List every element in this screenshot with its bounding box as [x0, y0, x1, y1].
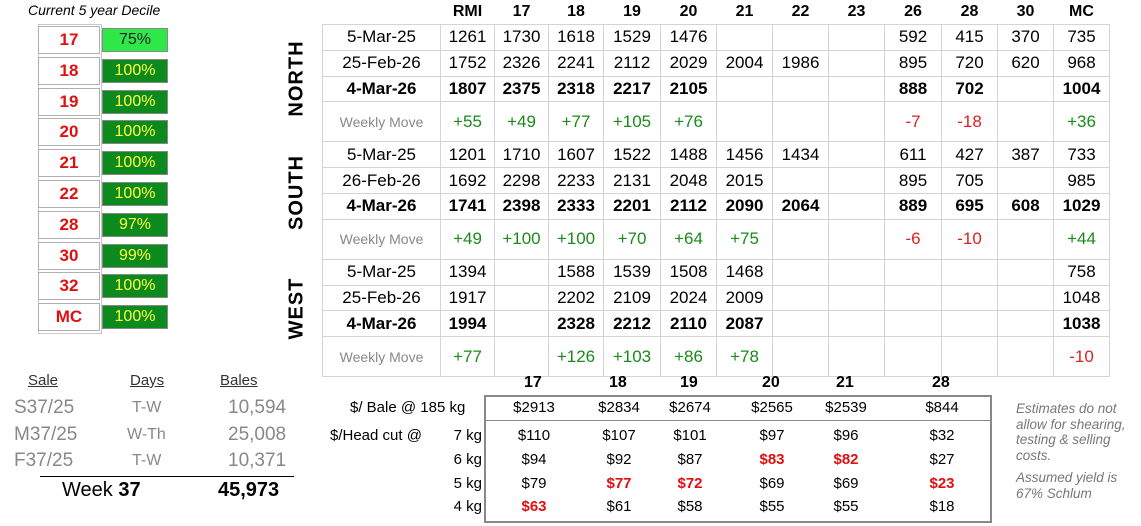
bale-column-header: 19: [680, 374, 698, 391]
row-date: 5-Mar-25: [323, 259, 441, 285]
table-cell: 968: [1054, 50, 1110, 76]
decile-value: 100%: [102, 151, 168, 175]
header-blank: [323, 0, 441, 25]
table-cell: [998, 76, 1054, 102]
sale-name: S37/25: [14, 397, 75, 418]
week-total-bales: 45,973: [218, 479, 280, 501]
table-cell: +100: [495, 219, 549, 259]
table-cell: 1710: [495, 142, 549, 168]
per-bale-label: $/ Bale @ 185 kg: [350, 399, 466, 416]
table-cell: 2202: [549, 285, 604, 311]
sales-header-days: Days: [130, 372, 165, 389]
table-cell: 370: [998, 25, 1054, 51]
table-row: [323, 168, 1110, 194]
decile-label: 22: [38, 180, 100, 208]
table-cell: 2087: [717, 311, 773, 337]
table-row: [323, 50, 1110, 76]
table-cell: +105: [604, 102, 661, 142]
head-cut-value: $96: [833, 427, 859, 444]
decile-value: 100%: [102, 274, 168, 298]
table-cell: 2112: [661, 193, 717, 219]
decile-value: 100%: [102, 59, 168, 83]
per-bale-value: $2539: [825, 399, 867, 416]
week-number: 37: [118, 479, 141, 501]
table-cell: 758: [1054, 259, 1110, 285]
table-cell: [773, 259, 829, 285]
table-cell: [773, 219, 829, 259]
table-cell: 2105: [661, 76, 717, 102]
table-cell: 2048: [661, 168, 717, 194]
table-cell: [998, 337, 1054, 377]
bale-column-header: 20: [762, 374, 780, 391]
table-cell: [998, 311, 1054, 337]
column-header: 20: [679, 3, 698, 20]
table-row: [323, 142, 1110, 168]
row-date: 4-Mar-26: [323, 193, 441, 219]
table-cell: [998, 102, 1054, 142]
head-cut-value: $107: [602, 427, 636, 444]
table-cell: [717, 102, 773, 142]
table-cell: [829, 337, 885, 377]
table-cell: 2333: [549, 193, 604, 219]
head-cut-value: $92: [606, 450, 632, 468]
table-cell: +44: [1054, 219, 1110, 259]
table-cell: 387: [998, 142, 1054, 168]
table-cell: +70: [604, 219, 661, 259]
table-cell: 1607: [549, 142, 604, 168]
table-cell: 1476: [661, 25, 717, 51]
decile-label: 19: [38, 88, 100, 116]
table-cell: [495, 259, 549, 285]
table-cell: -10: [942, 219, 998, 259]
sale-name: F37/25: [14, 450, 74, 471]
table-cell: 1522: [604, 142, 661, 168]
table-cell: 2064: [773, 193, 829, 219]
table-cell: 1986: [773, 50, 829, 76]
sale-name: M37/25: [14, 423, 78, 445]
table-cell: 895: [885, 168, 942, 194]
row-date: 4-Mar-26: [323, 311, 441, 337]
table-cell: 1807: [441, 76, 495, 102]
per-bale-value: $2834: [598, 399, 640, 416]
table-cell: [829, 102, 885, 142]
per-bale-value: $2674: [669, 399, 711, 416]
table-cell: [773, 25, 829, 51]
column-header: 21: [735, 3, 754, 20]
table-cell: 1261: [441, 25, 495, 51]
column-header: RMI: [452, 3, 483, 20]
table-cell: +75: [717, 219, 773, 259]
head-cut-value: $58: [677, 498, 703, 516]
head-cut-value: $27: [929, 450, 955, 468]
bale-column-header: 28: [932, 374, 950, 391]
decile-value: 97%: [102, 213, 168, 237]
table-cell: 1201: [441, 142, 495, 168]
table-cell: 1004: [1054, 76, 1110, 102]
table-cell: 1508: [661, 259, 717, 285]
decile-value: 100%: [102, 90, 168, 114]
table-cell: 1752: [441, 50, 495, 76]
table-cell: 888: [885, 76, 942, 102]
head-cut-value: $87: [677, 450, 703, 468]
head-cut-kg: 7 kg: [453, 427, 482, 444]
table-cell: [495, 337, 549, 377]
region-label-south: SOUTH: [285, 155, 308, 230]
weekly-move-label: Weekly Move: [323, 102, 441, 142]
table-cell: +49: [495, 102, 549, 142]
table-cell: 1588: [549, 259, 604, 285]
head-cut-value: $55: [759, 498, 785, 516]
head-cut-value: $61: [606, 498, 632, 516]
bale-value-separator: [486, 420, 990, 421]
table-cell: +103: [604, 337, 661, 377]
table-cell: 2318: [549, 76, 604, 102]
table-cell: [998, 168, 1054, 194]
table-cell: 2109: [604, 285, 661, 311]
table-cell: 2375: [495, 76, 549, 102]
table-cell: 1529: [604, 25, 661, 51]
table-cell: 720: [942, 50, 998, 76]
table-cell: -10: [1054, 337, 1110, 377]
sale-bales: 10,371: [228, 450, 287, 471]
head-cut-value: $101: [673, 427, 707, 444]
table-cell: 733: [1054, 142, 1110, 168]
table-cell: [829, 219, 885, 259]
head-cut-kg: 4 kg: [453, 498, 482, 516]
sale-bales: 10,594: [228, 397, 287, 418]
head-cut-value: $72: [677, 474, 703, 492]
table-cell: 735: [1054, 25, 1110, 51]
column-header: 28: [960, 3, 979, 20]
table-cell: [942, 259, 998, 285]
table-cell: [942, 311, 998, 337]
table-cell: 1048: [1054, 285, 1110, 311]
decile-label: 17: [38, 26, 100, 54]
decile-title: Current 5 year Decile: [28, 2, 161, 18]
head-cut-value: $55: [833, 498, 859, 516]
table-cell: 620: [998, 50, 1054, 76]
table-cell: [829, 311, 885, 337]
table-cell: [773, 102, 829, 142]
head-cut-value: $82: [833, 450, 859, 468]
table-cell: 1029: [1054, 193, 1110, 219]
table-cell: [829, 168, 885, 194]
table-cell: [998, 219, 1054, 259]
table-cell: [773, 311, 829, 337]
table-cell: +49: [441, 219, 495, 259]
column-header: 22: [791, 3, 810, 20]
table-cell: 2298: [495, 168, 549, 194]
table-cell: 2328: [549, 311, 604, 337]
table-cell: 702: [942, 76, 998, 102]
sale-days: T-W: [132, 399, 162, 416]
table-cell: [885, 311, 942, 337]
table-cell: [717, 76, 773, 102]
table-cell: 1994: [441, 311, 495, 337]
price-table: [322, 0, 1110, 377]
table-cell: [829, 50, 885, 76]
table-cell: 695: [942, 193, 998, 219]
row-date: 26-Feb-26: [323, 168, 441, 194]
table-cell: [829, 76, 885, 102]
table-cell: [773, 285, 829, 311]
table-cell: [829, 142, 885, 168]
table-cell: 592: [885, 25, 942, 51]
table-cell: +36: [1054, 102, 1110, 142]
table-row: [323, 259, 1110, 285]
table-cell: +86: [661, 337, 717, 377]
table-cell: 2326: [495, 50, 549, 76]
table-cell: 2004: [717, 50, 773, 76]
table-cell: -18: [942, 102, 998, 142]
per-bale-value: $2565: [751, 399, 793, 416]
column-header: 19: [623, 3, 641, 20]
table-cell: 427: [942, 142, 998, 168]
table-cell: +100: [549, 219, 604, 259]
table-cell: [829, 193, 885, 219]
table-cell: 1434: [773, 142, 829, 168]
decile-value: 99%: [102, 244, 168, 268]
decile-label: 32: [38, 272, 100, 300]
table-cell: 2212: [604, 311, 661, 337]
head-cut-value: $97: [759, 427, 785, 444]
table-cell: 1456: [717, 142, 773, 168]
head-cut-value: $83: [759, 450, 785, 468]
table-cell: 2112: [604, 50, 661, 76]
decile-label: MC: [38, 303, 100, 331]
table-cell: +64: [661, 219, 717, 259]
table-cell: 1917: [441, 285, 495, 311]
table-cell: 889: [885, 193, 942, 219]
row-date: 4-Mar-26: [323, 76, 441, 102]
table-cell: +76: [661, 102, 717, 142]
table-row: [323, 285, 1110, 311]
head-cut-value: $69: [833, 474, 859, 492]
bale-column-header: 17: [524, 374, 542, 391]
head-cut-value: $110: [517, 427, 551, 444]
table-cell: [495, 285, 549, 311]
decile-label: 18: [38, 57, 100, 85]
yield-note: Assumed yield is 67% Schlum: [1016, 470, 1118, 501]
column-header: 30: [1016, 3, 1035, 20]
table-cell: [885, 259, 942, 285]
decile-label: 21: [38, 149, 100, 177]
table-cell: [942, 337, 998, 377]
table-cell: [717, 25, 773, 51]
head-cut-kg: 5 kg: [453, 474, 482, 492]
region-label-west: WEST: [285, 277, 308, 340]
table-cell: 1539: [604, 259, 661, 285]
per-bale-value: $844: [925, 399, 959, 416]
table-cell: 2398: [495, 193, 549, 219]
decile-value: 100%: [102, 120, 168, 144]
table-cell: +77: [441, 337, 495, 377]
table-cell: 705: [942, 168, 998, 194]
table-cell: -6: [885, 219, 942, 259]
row-date: 25-Feb-26: [323, 50, 441, 76]
table-cell: [829, 25, 885, 51]
table-header-row: [323, 0, 1110, 25]
head-cut-value: $32: [929, 427, 955, 444]
head-cut-value: $23: [929, 474, 955, 492]
weekly-move-row: [323, 102, 1110, 142]
sale-days: T-W: [132, 452, 162, 469]
table-cell: [829, 259, 885, 285]
week-divider: [40, 476, 294, 477]
column-header: MC: [1069, 3, 1094, 20]
table-cell: +55: [441, 102, 495, 142]
table-cell: [829, 285, 885, 311]
weekly-move-row: [323, 337, 1110, 377]
sales-header-sale: Sale: [28, 372, 59, 389]
table-cell: [885, 285, 942, 311]
table-cell: 2217: [604, 76, 661, 102]
table-cell: 895: [885, 50, 942, 76]
head-cut-value: $69: [759, 474, 785, 492]
table-cell: 2015: [717, 168, 773, 194]
column-header: 18: [567, 3, 585, 20]
row-date: 25-Feb-26: [323, 285, 441, 311]
table-cell: 1488: [661, 142, 717, 168]
head-cut-value: $77: [606, 474, 632, 492]
week-total-label: [62, 479, 141, 502]
table-cell: 2090: [717, 193, 773, 219]
table-row: [323, 193, 1110, 219]
column-header: 23: [847, 3, 866, 20]
table-cell: 608: [998, 193, 1054, 219]
column-header: 26: [904, 3, 922, 20]
table-cell: 1394: [441, 259, 495, 285]
table-cell: 1741: [441, 193, 495, 219]
row-date: 5-Mar-25: [323, 142, 441, 168]
table-cell: 1468: [717, 259, 773, 285]
table-cell: +126: [549, 337, 604, 377]
table-cell: 985: [1054, 168, 1110, 194]
head-cut-kg: 6 kg: [453, 450, 482, 468]
estimate-note: Estimates do not allow for shearing, testing & selling costs.: [1016, 401, 1126, 463]
table-cell: [885, 337, 942, 377]
table-cell: [773, 337, 829, 377]
head-cut-value: $63: [521, 498, 547, 516]
table-cell: [998, 259, 1054, 285]
table-cell: 2241: [549, 50, 604, 76]
sale-days: W-Th: [127, 425, 166, 443]
table-cell: 1038: [1054, 311, 1110, 337]
sales-header-bales: Bales: [220, 372, 258, 389]
table-cell: [773, 168, 829, 194]
weekly-move-row: [323, 219, 1110, 259]
table-row: [323, 25, 1110, 51]
table-cell: [773, 76, 829, 102]
table-cell: 2131: [604, 168, 661, 194]
decile-value: 75%: [102, 28, 168, 52]
head-cut-value: $94: [521, 450, 547, 468]
decile-label: 20: [38, 118, 100, 146]
sale-bales: 25,008: [228, 423, 287, 445]
table-row: [323, 76, 1110, 102]
table-cell: [942, 285, 998, 311]
table-cell: 1730: [495, 25, 549, 51]
decile-value: 100%: [102, 182, 168, 206]
table-cell: 2009: [717, 285, 773, 311]
table-cell: 1618: [549, 25, 604, 51]
table-cell: [998, 285, 1054, 311]
head-cut-value: $18: [929, 498, 955, 516]
table-cell: 2233: [549, 168, 604, 194]
row-date: 5-Mar-25: [323, 25, 441, 51]
table-cell: -7: [885, 102, 942, 142]
table-cell: [495, 311, 549, 337]
table-cell: 1692: [441, 168, 495, 194]
bale-column-header: 21: [836, 374, 854, 391]
table-cell: 2110: [661, 311, 717, 337]
per-bale-value: $2913: [513, 399, 555, 416]
decile-label: 28: [38, 211, 100, 239]
table-cell: 2029: [661, 50, 717, 76]
table-cell: 2024: [661, 285, 717, 311]
weekly-move-label: Weekly Move: [323, 337, 441, 377]
decile-label: 30: [38, 242, 100, 270]
table-row: [323, 311, 1110, 337]
table-cell: 415: [942, 25, 998, 51]
head-cut-value: $79: [521, 474, 547, 492]
region-label-north: NORTH: [285, 40, 308, 117]
head-cut-label: $/Head cut @: [330, 427, 422, 444]
column-header: 17: [512, 3, 531, 20]
table-cell: +78: [717, 337, 773, 377]
weekly-move-label: Weekly Move: [323, 219, 441, 259]
week-label-text: Week: [62, 479, 113, 501]
bale-column-header: 18: [609, 374, 627, 391]
table-cell: +77: [549, 102, 604, 142]
table-cell: 2201: [604, 193, 661, 219]
decile-value: 100%: [102, 305, 168, 329]
table-cell: 611: [885, 142, 942, 168]
